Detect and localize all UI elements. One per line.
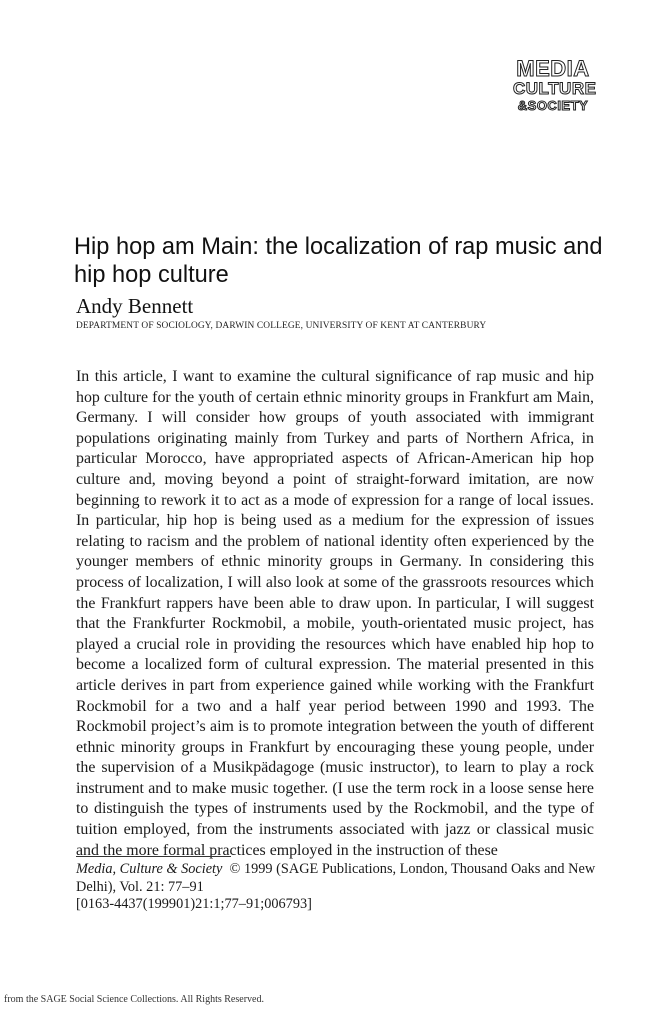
abstract-text: In this article, I want to examine the cultural significance of rap music and hip hop culture for the youth of certain ethnic minority groups in Frankfurt am Main, Germany. I will consider how groups of youth associated with immigrant populations originating mainly from Turkey and parts of Northern Africa, in particular Morocco, have appropriated aspects of African-American hip hop culture and, moving beyond a point of straight-forward imitation, are now beginning to rework it to act as a mode of expression for a range of local issues. In particular, hip hop is being used as a medium for the expression of issues relating to racism and the problem of national identity often experienced by the younger members of ethnic minority groups in Germany. In considering this process of localization, I will also look at some of the grassroots resources which the Frankfurt rappers have been able to draw upon. In particular, I will suggest that the Frankfurter Rockmobil, a mobile, youth-orientated music project, has played a crucial role in providing the resources which have enabled hip hop to become a localized form of cultural expression. The material presented in this article derives in part from experience gained while working with the Frankfurt Rockmobil for a two and a half year period between 1990 and 1993. The Rockmobil project’s aim is to promote integration between the youth of different ethnic minority groups in Frankfurt by encouraging these young people, under the supervision of a Musikpädagoge (music instructor), to learn to play a rock instrument and to make music together. (I use the term rock in a loose sense here to distinguish the types of instruments used by the Rockmobil, and the type of tuition employed, from the instruments associated with jazz or classical music and the more formal practices employed in the instruction of these — [76, 368, 594, 859]
footnote-rule — [76, 856, 231, 857]
article-title: Hip hop am Main: the localization of rap music and hip hop culture — [74, 234, 603, 288]
logo-line-culture: CULTURE — [513, 79, 597, 98]
citation-details: © 1999 (SAGE Publications, London, Thousand Oaks and New Delhi), Vol. 21: 77–91 — [76, 861, 596, 895]
citation-journal: Media, Culture & Society — [76, 861, 223, 877]
journal-logo — [513, 56, 597, 115]
citation-identifier: [0163-4437(199901)21:1;77–91;006793] — [76, 896, 312, 912]
citation-block — [76, 861, 596, 914]
author-name: Andy Bennett — [76, 294, 194, 318]
copyright-footer: from the SAGE Social Science Collections. All Rights Reserved. — [4, 994, 264, 1005]
logo-line-media: MEDIA — [516, 56, 590, 81]
author-affiliation: DEPARTMENT OF SOCIOLOGY, DARWIN COLLEGE, UNIVERSITY OF KENT AT CANTERBURY — [76, 321, 487, 331]
logo-line-society: &SOCIETY — [517, 98, 589, 113]
